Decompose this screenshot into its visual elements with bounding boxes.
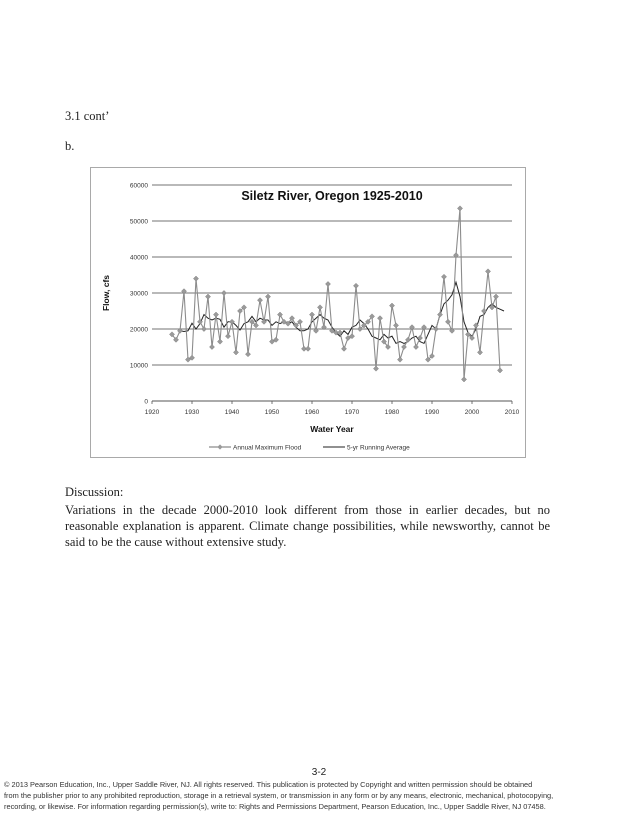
data-point-marker	[233, 350, 238, 355]
data-point-marker	[201, 326, 206, 331]
x-tick-label: 1960	[304, 409, 320, 416]
x-tick-label: 1950	[264, 409, 280, 416]
x-tick-label: 2010	[504, 409, 520, 416]
y-tick-label: 60000	[129, 182, 148, 190]
data-point-marker	[481, 308, 486, 313]
y-axis-label: Flow, cfs	[101, 274, 111, 312]
data-point-marker	[221, 290, 226, 295]
x-tick-label: 1940	[224, 409, 240, 416]
x-tick-label: 1930	[184, 409, 200, 416]
line-chart	[91, 168, 527, 459]
data-point-marker	[437, 312, 442, 317]
data-point-marker	[309, 312, 314, 317]
y-tick-label: 30000	[129, 290, 148, 298]
y-tick-label: 40000	[129, 254, 148, 262]
y-tick-label: 0	[144, 398, 148, 406]
data-point-marker	[401, 344, 406, 349]
page-number: 3-2	[311, 767, 327, 778]
x-tick-label: 1970	[344, 409, 360, 416]
x-tick-label: 1920	[144, 409, 160, 416]
data-point-marker	[193, 276, 198, 281]
data-point-marker	[225, 334, 230, 339]
x-tick-label: 1980	[384, 409, 400, 416]
data-point-marker	[341, 346, 346, 351]
data-point-marker	[413, 344, 418, 349]
data-point-marker	[305, 346, 310, 351]
data-point-marker	[353, 283, 358, 288]
data-point-marker	[461, 377, 466, 382]
data-point-marker	[213, 312, 218, 317]
data-point-marker	[377, 316, 382, 321]
data-point-marker	[397, 357, 402, 362]
data-point-marker	[485, 269, 490, 274]
data-point-marker	[317, 305, 322, 310]
data-point-marker	[457, 206, 462, 211]
chart-container	[90, 167, 526, 458]
data-point-marker	[209, 344, 214, 349]
copyright-line: © 2013 Pearson Education, Inc., Upper Saddle River, NJ. All rights reserved. This publication is protected by Copyright and written permission should be obtained	[4, 780, 533, 789]
copyright-notice	[4, 779, 634, 812]
data-point-marker	[257, 298, 262, 303]
data-point-marker	[325, 281, 330, 286]
section-heading: 3.1 cont’	[65, 109, 110, 123]
data-point-marker	[405, 337, 410, 342]
data-point-marker	[265, 294, 270, 299]
chart-title: Siletz River, Oregon 1925-2010	[241, 189, 423, 203]
x-tick-label: 1990	[424, 409, 440, 416]
data-point-marker	[389, 303, 394, 308]
copyright-line: recording, or likewise. For information regarding permission(s), write to: Rights and Permissions Department, Pearson Education, Inc., Upper Saddle River, NJ 07458.	[4, 802, 546, 811]
data-point-marker	[277, 312, 282, 317]
legend-label: Annual Maximum Flood	[233, 444, 302, 452]
y-tick-label: 10000	[129, 362, 148, 370]
discussion-paragraph: Variations in the decade 2000-2010 look different from those in earlier decades, but no reasonable explanation is apparent. Climate change possibilities, while newsworthy, cannot be said to be the cause without extensive study.	[65, 503, 550, 549]
data-point-marker	[477, 350, 482, 355]
data-point-marker	[445, 319, 450, 324]
data-point-marker	[441, 274, 446, 279]
y-tick-label: 20000	[129, 326, 148, 334]
series-line-annual-max	[172, 208, 500, 379]
data-point-marker	[245, 352, 250, 357]
data-point-marker	[205, 294, 210, 299]
legend-marker-annual-max	[217, 444, 222, 449]
x-axis-label: Water Year	[310, 424, 354, 434]
discussion-heading: Discussion:	[65, 485, 124, 499]
part-label: b.	[65, 139, 75, 153]
data-point-marker	[493, 294, 498, 299]
data-point-marker	[217, 339, 222, 344]
data-point-marker	[393, 323, 398, 328]
y-tick-label: 50000	[129, 218, 148, 226]
copyright-line: from the publisher prior to any prohibited reproduction, storage in a retrieval system, or transmission in any form or by any means, electronic, mechanical, photocopying,	[4, 791, 554, 800]
data-point-marker	[373, 366, 378, 371]
x-tick-label: 2000	[464, 409, 480, 416]
data-point-marker	[497, 368, 502, 373]
legend-label: 5-yr Running Average	[347, 444, 410, 452]
